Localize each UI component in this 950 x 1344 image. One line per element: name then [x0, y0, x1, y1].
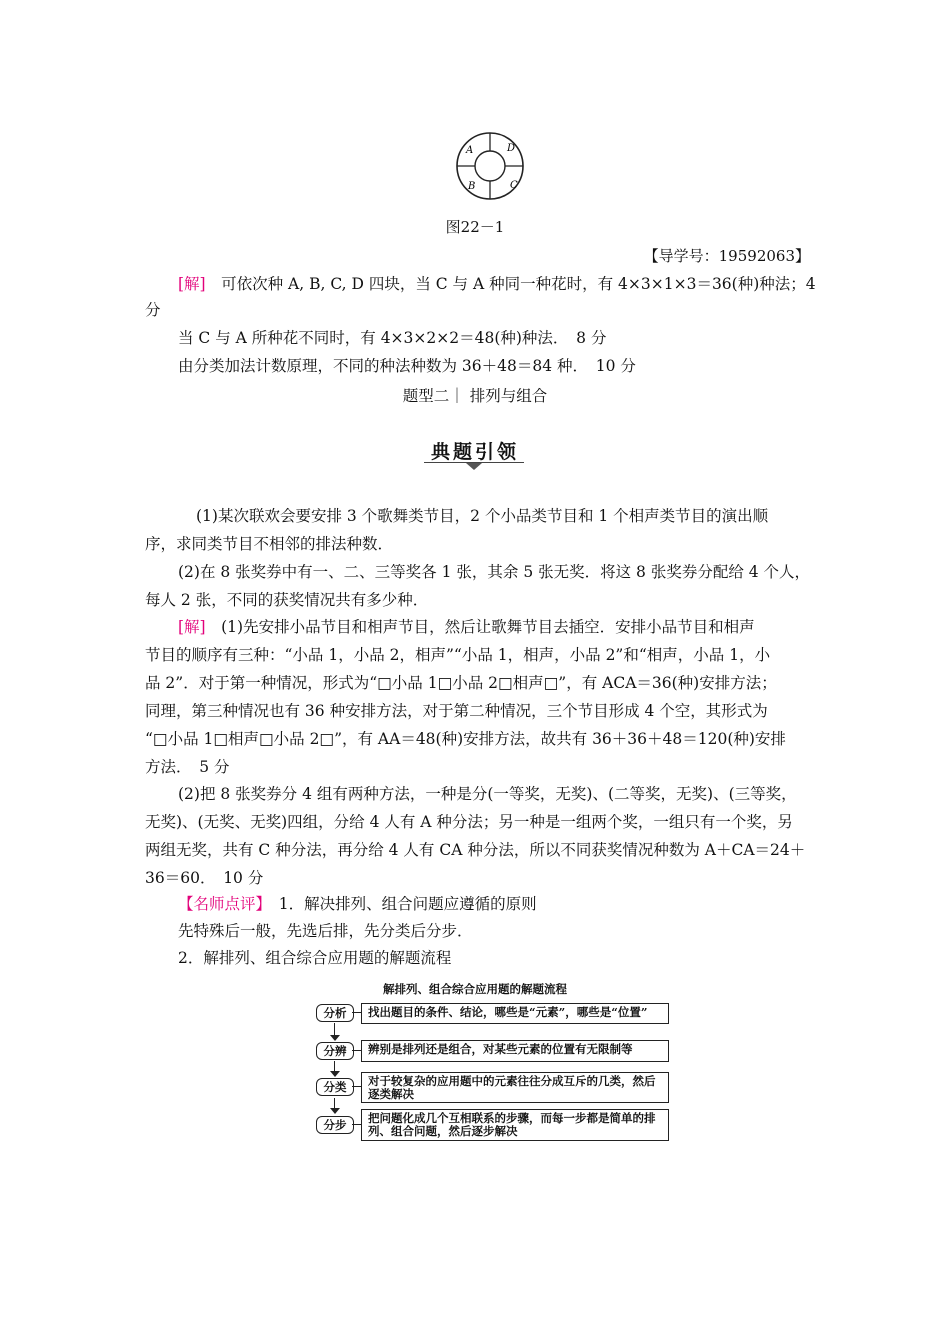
question-type-heading: 题型二｜ 排列与组合: [402, 387, 548, 405]
problem2-line2: 每人 2 张，不同的获奖情况共有多少种．: [145, 591, 429, 609]
solution1-line3: 当 C 与 A 所种花不同时，有 4×3×2×2＝48(种)种法． 8 分: [178, 329, 607, 347]
solution2-line9: 两组无奖，共有 C 种分法，再分给 4 人有 CA 种分法，所以不同获奖情况种数为 A＋CA＝24＋: [145, 841, 806, 859]
solution1-line4: 由分类加法计数原理，不同的种法种数为 36＋48＝84 种． 10 分: [178, 357, 636, 375]
section-banner: 典题引领: [430, 441, 519, 463]
region-label-c: C: [510, 180, 518, 191]
flow-connector: [352, 1124, 361, 1125]
flow-step-label-analyze: 分析: [316, 1004, 354, 1022]
problem1-line1: (1)某次联欢会要安排 3 个歌舞类节目，2 个小品类节目和 1 个相声类节目的演出顺: [196, 507, 769, 525]
review-line1: 【名师点评】 1．解决排列、组合问题应遵循的原则: [178, 895, 537, 913]
banner-triangle-icon: [466, 463, 482, 470]
flow-step-label-steps: 分步: [316, 1116, 354, 1134]
solution2-line3: 品 2”．对于第一种情况，形式为“□小品 1□小品 2□相声□”，有 ACA＝36(种)安排方法；: [145, 674, 777, 692]
solution2-line2: 节目的顺序有三种：“小品 1，小品 2，相声”“小品 1，相声，小品 2”和“相声，小品 1，小: [145, 646, 771, 664]
flow-step-label-classify: 分类: [316, 1078, 354, 1096]
flow-step-box-distinguish: 辨别是排列还是组合，对某些元素的位置有无限制等: [361, 1040, 669, 1062]
solution2-line1: [解] (1)先安排小品节目和相声节目，然后让歌舞节目去插空．安排小品节目和相声: [178, 618, 755, 636]
flow-connector: [352, 1086, 361, 1087]
review-line2: 先特殊后一般，先选后排，先分类后分步．: [178, 922, 473, 940]
review-line3: 2．解排列、组合综合应用题的解题流程: [178, 949, 452, 967]
arrow-down-icon: [330, 1071, 340, 1077]
flowchart-title: 解排列、组合综合应用题的解题流程: [383, 982, 567, 996]
solution1-line2: 分: [145, 301, 161, 319]
arrow-down-icon: [330, 1108, 340, 1114]
region-label-a: A: [466, 145, 474, 156]
solution2-line6: 方法． 5 分: [145, 758, 230, 776]
figure-caption: 图22－1: [445, 218, 505, 236]
flow-connector: [352, 1012, 361, 1013]
solution2-line10: 36＝60． 10 分: [145, 869, 264, 887]
flow-step-label-distinguish: 分辨: [316, 1042, 354, 1060]
region-label-b: B: [468, 181, 476, 192]
arrow-down-icon: [330, 1035, 340, 1041]
solution1-line1: [解] 可依次种 A, B, C, D 四块，当 C 与 A 种同一种花时，有 4×3×1×3＝36(种)种法；4: [178, 275, 816, 293]
review-bracket: 【名师点评】: [178, 895, 264, 913]
solution-bracket: [解]: [178, 618, 206, 636]
flow-step-box-analyze: 找出题目的条件、结论，哪些是“元素”，哪些是“位置”: [361, 1003, 669, 1024]
solution2-line5: “□小品 1□相声□小品 2□”，有 AA＝48(种)安排方法，故共有 36＋36＋48＝120(种)安排: [145, 730, 786, 748]
guide-number: 【导学号：19592063】: [643, 247, 810, 265]
problem1-line2: 序，求同类节目不相邻的排法种数．: [145, 535, 394, 553]
region-label-d: D: [507, 143, 516, 154]
solution2-line8: 无奖)、(无奖、无奖)四组，分给 4 人有 A 种分法；另一种是一组两个奖，一组只有一个奖，另: [145, 813, 793, 831]
solution-bracket: [解]: [178, 275, 206, 293]
flow-step-box-classify: 对于较复杂的应用题中的元素往往分成互斥的几类，然后逐类解决: [361, 1072, 669, 1103]
flow-step-box-steps: 把问题化成几个互相联系的步骤，而每一步都是简单的排列、组合问题，然后逐步解决: [361, 1109, 669, 1141]
solution2-line4: 同理，第三种情况也有 36 种安排方法，对于第二种情况，三个节目形成 4 个空，其形式为: [145, 702, 768, 720]
flow-connector: [352, 1050, 361, 1051]
ring-diagram: [440, 122, 540, 212]
solution2-line7: (2)把 8 张奖券分 4 组有两种方法，一种是分(一等奖，无奖)、(二等奖，无奖)、(三等奖，: [178, 785, 797, 803]
problem2-line1: (2)在 8 张奖券中有一、二、三等奖各 1 张，其余 5 张无奖．将这 8 张奖券分配给 4 个人，: [178, 563, 811, 581]
